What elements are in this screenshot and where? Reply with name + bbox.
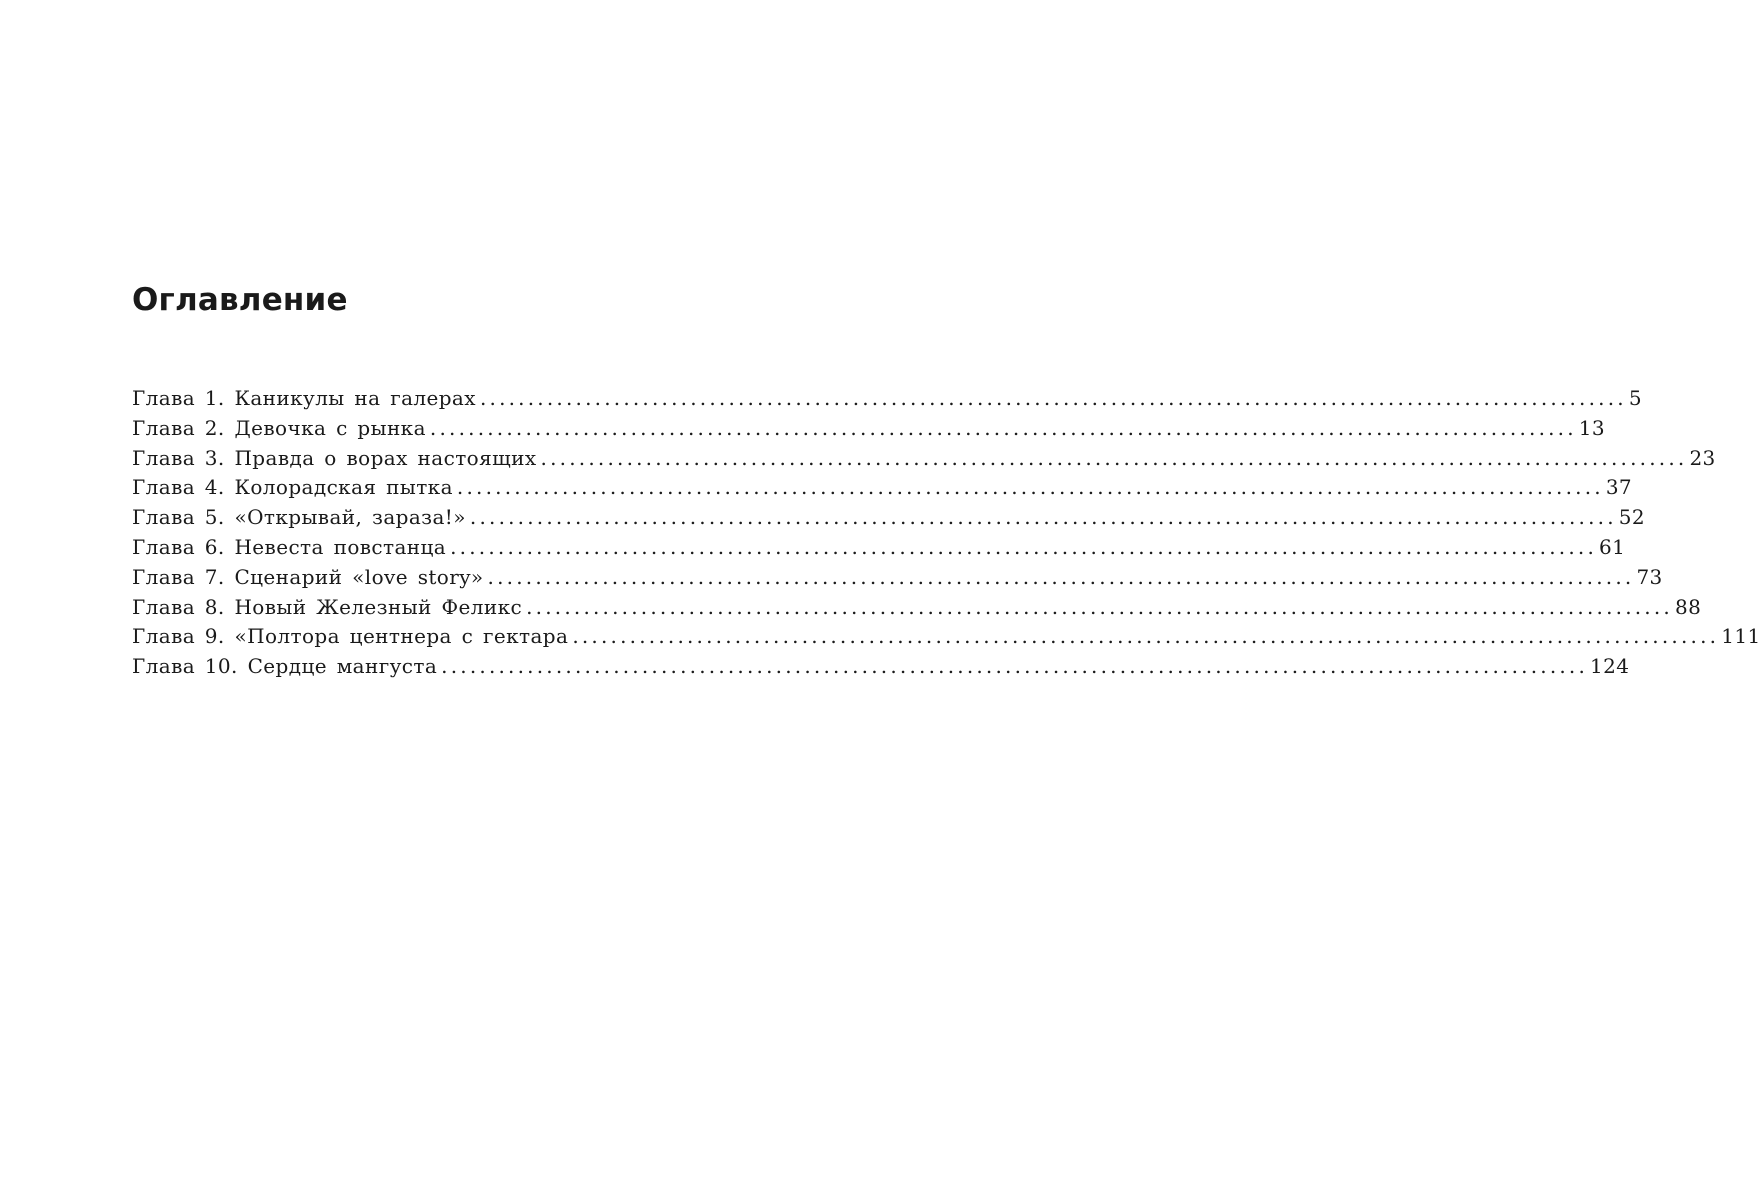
toc-entry — [132, 564, 1663, 595]
page-number: 124 — [1590, 654, 1630, 679]
chapter-label: Глава 7. — [132, 564, 225, 589]
toc-entry — [132, 654, 1630, 684]
dot-leader: ........................................................................................................................ — [487, 564, 1635, 589]
chapter-title: «Открывай, зараза!» — [234, 505, 466, 530]
page-number: 23 — [1689, 445, 1716, 470]
chapter-title: Сценарий «love story» — [234, 564, 484, 589]
dot-leader: ........................................................................................................................ — [469, 505, 1617, 530]
chapter-title: Новый Железный Феликс — [234, 594, 523, 619]
chapter-title: «Полтора центнера с гектара — [234, 624, 569, 649]
dot-leader: ........................................................................................................................ — [456, 475, 1604, 500]
toc-entry — [132, 386, 1642, 416]
dot-leader: ........................................................................................................................ — [572, 624, 1720, 649]
chapter-title: Девочка с рынка — [234, 415, 426, 440]
chapter-label: Глава 4. — [132, 475, 225, 500]
chapter-title: Каникулы на галерах — [234, 386, 476, 410]
chapter-label: Глава 10. — [132, 654, 238, 679]
toc-entry — [132, 445, 1716, 476]
dot-leader: ........................................................................................................................ — [429, 415, 1577, 440]
dot-leader: ........................................................................................................................ — [479, 386, 1627, 410]
dot-leader: ........................................................................................................................ — [441, 654, 1589, 679]
page-number: 73 — [1636, 564, 1663, 589]
toc-entry — [132, 624, 1761, 654]
dot-leader: ........................................................................................................................ — [540, 445, 1688, 470]
toc-entry — [132, 594, 1702, 625]
dot-leader: ........................................................................................................................ — [526, 594, 1673, 619]
page-number: 88 — [1674, 594, 1702, 619]
chapter-label: Глава 6. — [132, 534, 225, 559]
dot-leader: ........................................................................................................................ — [450, 534, 1598, 559]
chapter-label: Глава 8. — [132, 594, 225, 619]
toc-list — [132, 386, 1761, 684]
chapter-label: Глава 3. — [132, 445, 225, 470]
chapter-title: Невеста повстанца — [234, 534, 447, 559]
chapter-label: Глава 1. — [132, 386, 225, 410]
chapter-title: Правда о ворах настоящих — [234, 445, 537, 470]
page-number: 61 — [1599, 534, 1626, 559]
page-number: 13 — [1578, 415, 1606, 440]
page-number: 111 — [1721, 624, 1761, 649]
chapter-title: Колорадская пытка — [234, 475, 453, 500]
page-number: 37 — [1605, 475, 1633, 500]
page-number: 52 — [1618, 505, 1646, 530]
toc-entry — [132, 534, 1626, 565]
chapter-label: Глава 9. — [132, 624, 225, 649]
chapter-title: Сердце мангуста — [247, 654, 438, 679]
page-number: 5 — [1628, 386, 1642, 410]
chapter-label: Глава 5. — [132, 505, 225, 530]
toc-entry — [132, 505, 1646, 535]
chapter-label: Глава 2. — [132, 415, 225, 440]
toc-entry — [132, 415, 1606, 446]
toc-heading: Оглавление — [132, 282, 348, 318]
toc-entry — [132, 475, 1633, 505]
